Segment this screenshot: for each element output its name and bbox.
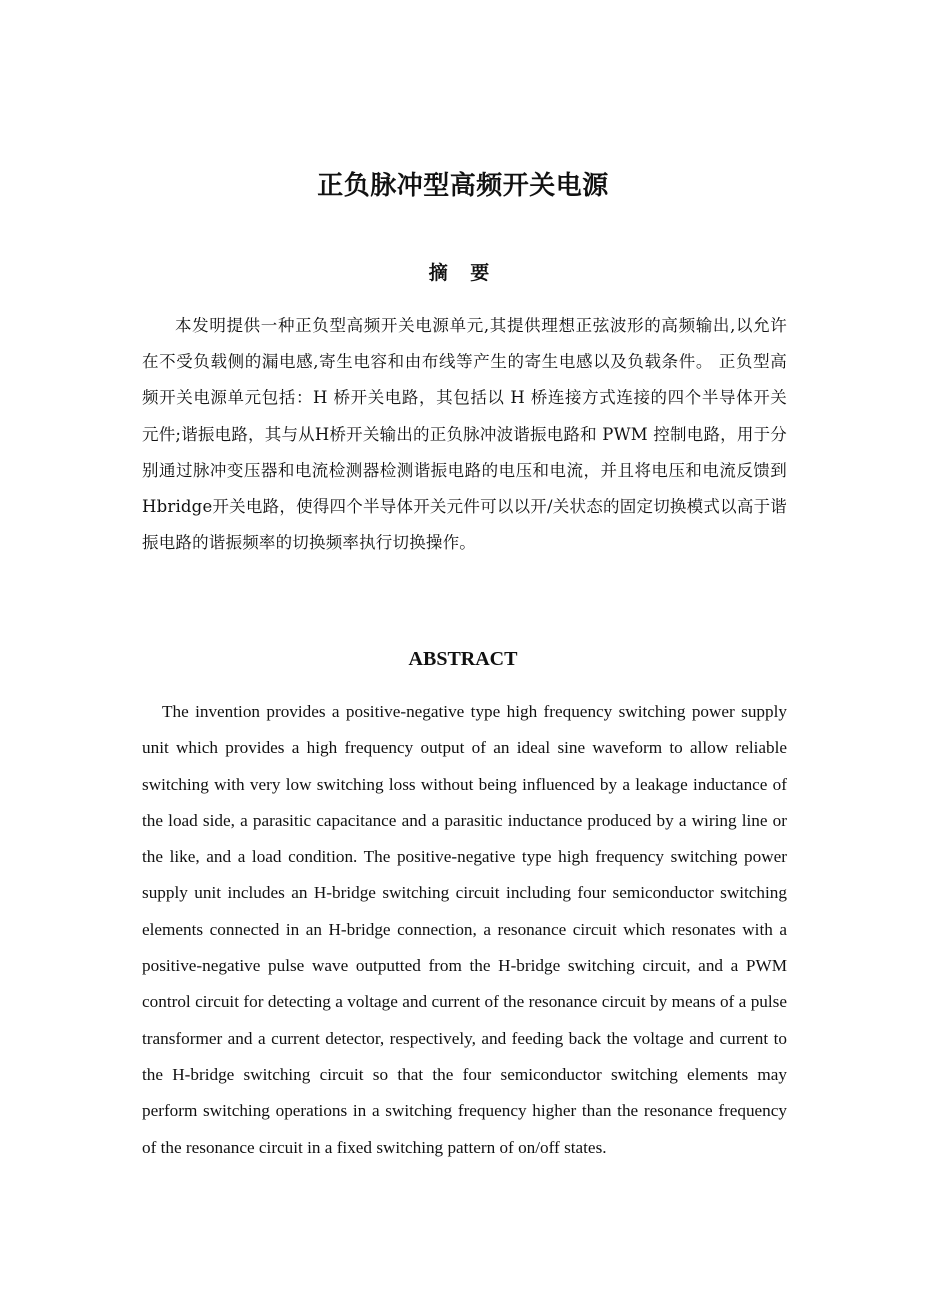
- chinese-abstract-heading: 摘 要: [428, 262, 498, 284]
- chinese-abstract-body: 本发明提供一种正负型高频开关电源单元,其提供理想正弦波形的高频输出,以允许在不受负载侧的漏电感,寄生电容和由布线等产生的寄生电感以及负载条件。 正负型高频开关电源单元包括：H 桥开关电路，其包括以 H 桥连接方式连接的四个半导体开关元件;谐振电路，其与从H桥开关输出的正负脉冲波谐振电路和 PWM 控制电路，用于分别通过脉冲变压器和电流检测器检测谐振电路的电压和电流，并且将电压和电流反馈到Hbridge开关电路，使得四个半导体开关元件可以以开/关状态的固定切换模式以高于谐振电路的谐振频率的切换频率执行切换操作。: [142, 316, 787, 553]
- english-abstract-heading: ABSTRACT: [408, 648, 518, 670]
- english-abstract-body: The invention provides a positive-negative type high frequency switching power supply unit which provides a high frequency output of an ideal sine waveform to allow reliable switching with very low switching loss without being influenced by a leakage inductance of the load side, a parasitic capacitance and a parasitic inductance produced by a wiring line or the like, and a load condition. The positive-negative type high frequency switching power supply unit includes an H-bridge switching circuit including four semiconductor switching elements connected in an H-bridge connection, a resonance circuit which resonates with a positive-negative pulse wave outputted from the H-bridge switching circuit, and a PWM control circuit for detecting a voltage and current of the resonance circuit by means of a pulse transformer and a current detector, respectively, and feeding back the voltage and current to the H-bridge switching circuit so that the four semiconductor switching elements may perform switching operations in a switching frequency higher than the resonance frequency of the resonance circuit in a fixed switching pattern of on/off states.: [142, 702, 787, 1157]
- document-title: 正负脉冲型高频开关电源: [317, 171, 609, 201]
